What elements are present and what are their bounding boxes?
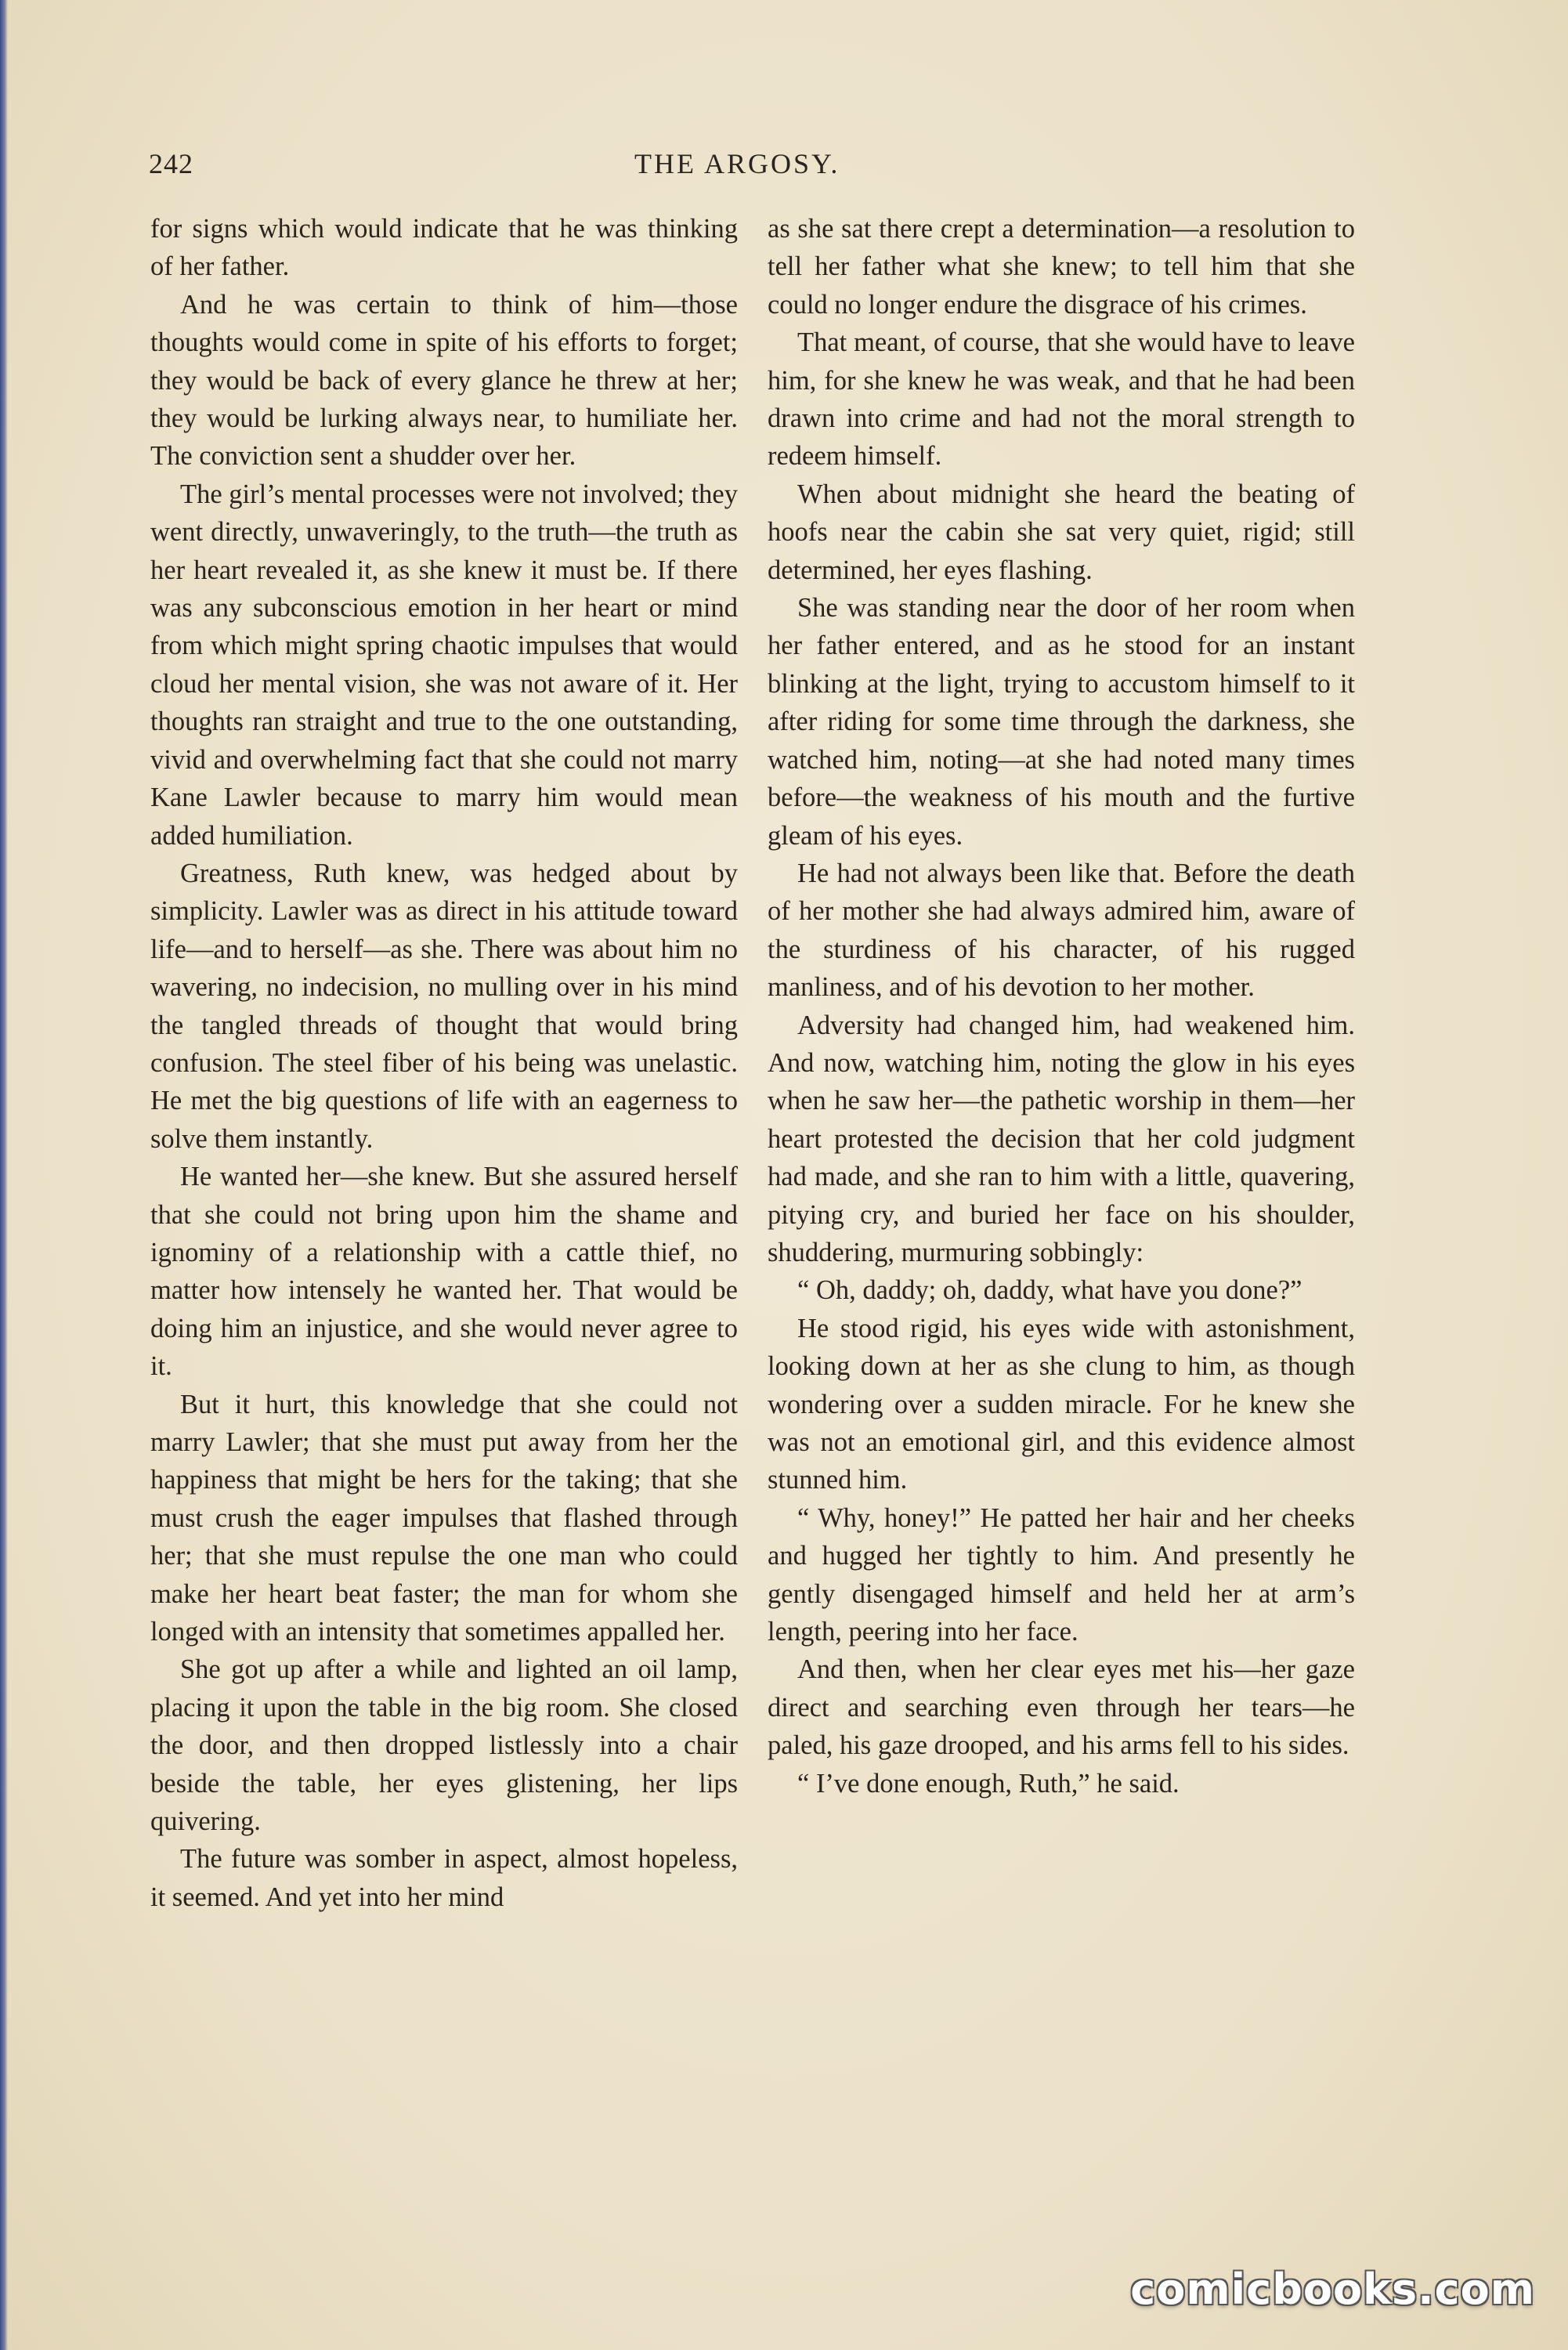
page-header: [149, 147, 1371, 194]
running-title: THE ARGOSY.: [634, 148, 840, 179]
paragraph: He stood rigid, his eyes wide with astonishment, looking down at her as she clung to him, as though wondering over a sudden miracle. For he knew she was not an emotional girl, and this evidence almost stunned him.: [768, 1313, 1355, 1495]
paragraph: Greatness, Ruth knew, was hedged about by simplicity. Lawler was as direct in his attitude toward life—and to herself—as she. There was about him no wavering, no indecision, no mulling over in his mind the tangled threads of thought that would bring confusion. The steel fiber of his being was unelastic. He met the big questions of life with an eagerness to solve them instantly.: [150, 858, 738, 1154]
paragraph: “ I’ve done enough, Ruth,” he said.: [797, 1768, 1180, 1799]
paragraph: for signs which would indicate that he was thinking of her father.: [150, 214, 738, 282]
paragraph: And then, when her clear eyes met his—her gaze direct and searching even through her tears—he paled, his gaze drooped, and his arms fell to his sides.: [768, 1654, 1355, 1761]
paragraph: But it hurt, this knowledge that she could not marry Lawler; that she must put away from her the happiness that might be hers for the taking; that she must crush the eager impulses that flashed through her; that she must repulse the one man who could make her heart beat faster; the man for whom she longed with an intensity that sometimes appalled her.: [150, 1389, 738, 1647]
paragraph: Adversity had changed him, had weakened him. And now, watching him, noting the glow in his eyes when he saw her—the pathetic worship in them—her heart protested the decision that her cold judgment had made, and she ran to him with a little, quavering, pitying cry, and buried her face on his shoulder, shuddering, murmuring sobbingly:: [768, 1010, 1355, 1267]
page-number: 242: [149, 148, 193, 179]
paragraph: And he was certain to think of him—those thoughts would come in spite of his efforts to forget; they would be back of every glance he threw at her; they would be lurking always near, to humiliate her. The conviction sent a shudder over her.: [150, 289, 738, 472]
paragraph: That meant, of course, that she would have to leave him, for she knew he was weak, and that he had been drawn into crime and had not the moral strength to redeem himself.: [768, 327, 1355, 472]
paragraph: The girl’s mental processes were not involved; they went directly, unwaveringly, to the truth—the truth as her heart revealed it, as she knew it must be. If there was any subconscious emotion in her heart or mind from which might spring chaotic impulses that would cloud her mental vision, she was not aware of it. Her thoughts ran straight and true to the one outstanding, vivid and overwhelming fact that she could not marry Kane Lawler because to marry him would mean added humiliation.: [150, 479, 738, 851]
page-edge-binding: [0, 0, 8, 2350]
paragraph: The future was somber in aspect, almost hopeless, it seemed. And yet into her mind: [150, 1844, 738, 1912]
paragraph: “ Oh, daddy; oh, daddy, what have you done?”: [797, 1275, 1302, 1306]
paragraph: as she sat there crept a determination—a resolution to tell her father what she knew; to tell him that she could no longer endure the disgrace of his crimes.: [768, 214, 1355, 320]
paragraph: When about midnight she heard the beating of hoofs near the cabin she sat very quiet, rigid; still determined, her eyes flashing.: [768, 479, 1355, 585]
paragraph: She got up after a while and lighted an oil lamp, placing it upon the table in the big room. She closed the door, and then dropped listlessly into a chair beside the table, her eyes glistening, her lips quivering.: [150, 1654, 738, 1837]
paragraph: She was standing near the door of her room when her father entered, and as he stood for an instant blinking at the light, trying to accustom himself to it after riding for some time through the darkness, she watched him, noting—at she had noted many times before—the weakness of his mouth and the furtive gleam of his eyes.: [768, 593, 1355, 851]
site-watermark: comicbooks.com: [1130, 2265, 1535, 2314]
right-column: [768, 210, 1355, 1802]
paragraph: He had not always been like that. Before the death of her mother she had always admired him, aware of the sturdiness of his character, of his rugged manliness, and of his devotion to her mother.: [768, 858, 1355, 1003]
paragraph: He wanted her—she knew. But she assured herself that she could not bring upon him the shame and ignominy of a relationship with a cattle thief, no matter how intensely he wanted her. That would be doing him an injustice, and she would never agree to it.: [150, 1162, 738, 1382]
left-column: [150, 210, 738, 1916]
paragraph: “ Why, honey!” He patted her hair and her cheeks and hugged her tightly to him. And presently he gently disengaged himself and held her at arm’s length, peering into her face.: [768, 1502, 1355, 1647]
